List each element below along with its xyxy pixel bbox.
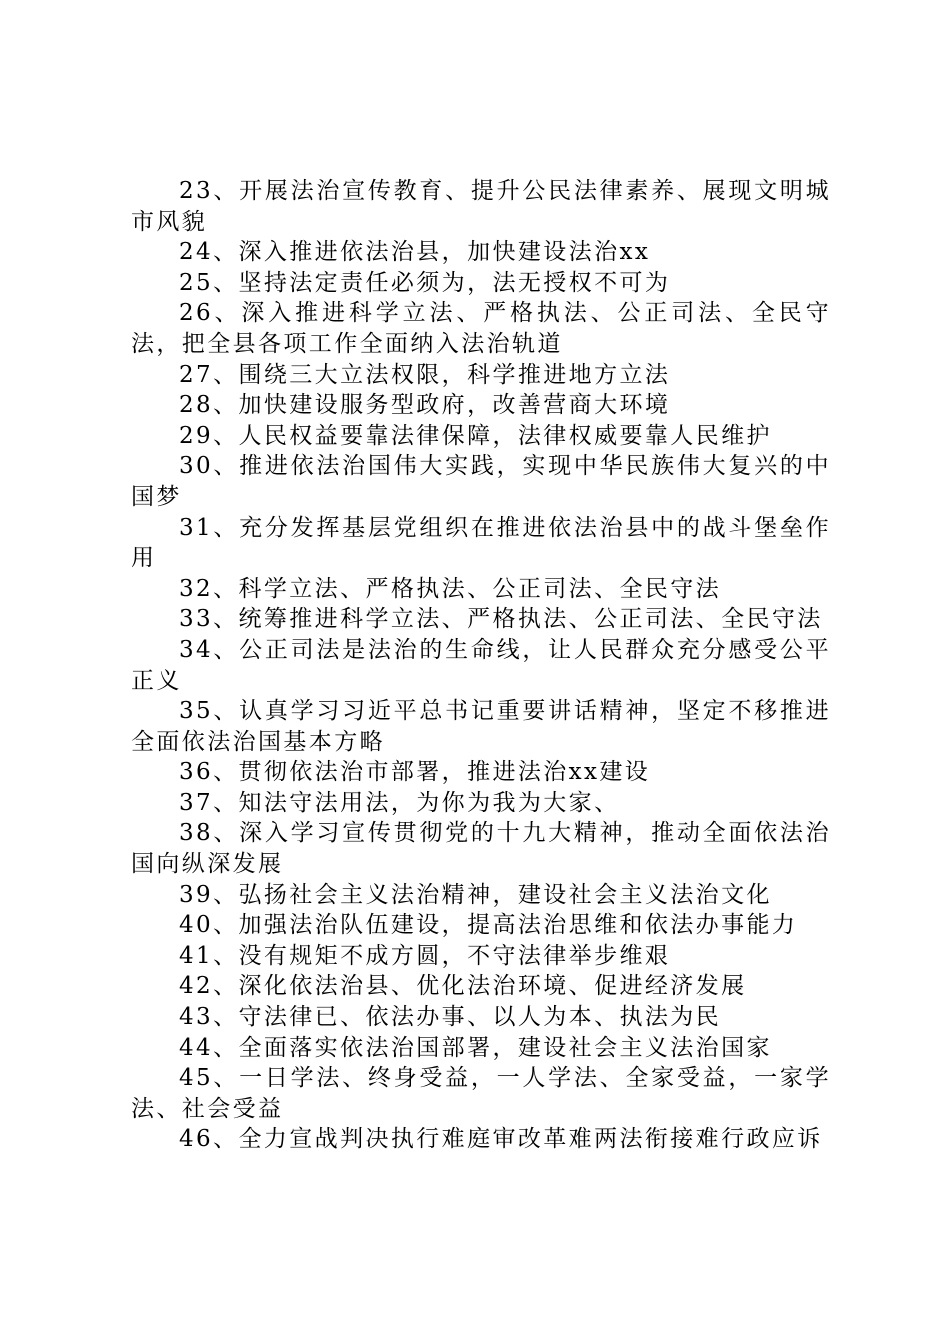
slogan-list <box>131 176 831 1155</box>
list-item: 31、充分发挥基层党组织在推进依法治县中的战斗堡垒作用 <box>131 514 831 572</box>
list-item: 29、人民权益要靠法律保障，法律权威要靠人民维护 <box>179 422 772 449</box>
list-item: 26、深入推进科学立法、严格执法、公正司法、全民守法，把全县各项工作全面纳入法治轨道 <box>131 300 831 357</box>
list-item: 25、坚持法定责任必须为，法无授权不可为 <box>179 269 671 296</box>
list-item: 24、深入推进依法治县，加快建设法治xx <box>179 239 651 266</box>
list-item: 27、围绕三大立法权限，科学推进地方立法 <box>179 361 671 388</box>
list-item: 36、贯彻依法治市部署，推进法治xx建设 <box>179 759 651 786</box>
list-item: 35、认真学习习近平总书记重要讲话精神，坚定不移推进全面依法治国基本方略 <box>131 698 831 755</box>
list-item: 37、知法守法用法，为你为我为大家、 <box>179 789 620 816</box>
list-item: 34、公正司法是法治的生命线，让人民群众充分感受公平正义 <box>131 636 831 694</box>
list-item: 38、深入学习宣传贯彻党的十九大精神，推动全面依法治国向纵深发展 <box>131 820 831 878</box>
list-item: 33、统筹推进科学立法、严格执法、公正司法、全民守法 <box>179 606 823 633</box>
list-item: 41、没有规矩不成方圆，不守法律举步维艰 <box>179 942 671 969</box>
list-item: 40、加强法治队伍建设，提高法治思维和依法办事能力 <box>179 912 798 939</box>
list-item: 23、开展法治宣传教育、提升公民法律素养、展现文明城市风貌 <box>131 178 831 235</box>
list-item: 44、全面落实依法治国部署，建设社会主义法治国家 <box>179 1034 772 1061</box>
list-item: 28、加快建设服务型政府，改善营商大环境 <box>179 392 671 419</box>
list-item: 30、推进依法治国伟大实践，实现中华民族伟大复兴的中国梦 <box>131 453 831 510</box>
list-item: 43、守法律已、依法办事、以人为本、执法为民 <box>179 1004 722 1031</box>
list-item: 42、深化依法治县、优化法治环境、促进经济发展 <box>179 973 747 1000</box>
list-item: 39、弘扬社会主义法治精神，建设社会主义法治文化 <box>179 881 772 908</box>
list-item: 46、全力宣战判决执行难庭审改革难两法衔接难行政应诉 <box>179 1126 823 1153</box>
list-item: 32、科学立法、严格执法、公正司法、全民守法 <box>179 575 722 602</box>
list-item: 45、一日学法、终身受益，一人学法、全家受益，一家学法、社会受益 <box>131 1065 831 1122</box>
